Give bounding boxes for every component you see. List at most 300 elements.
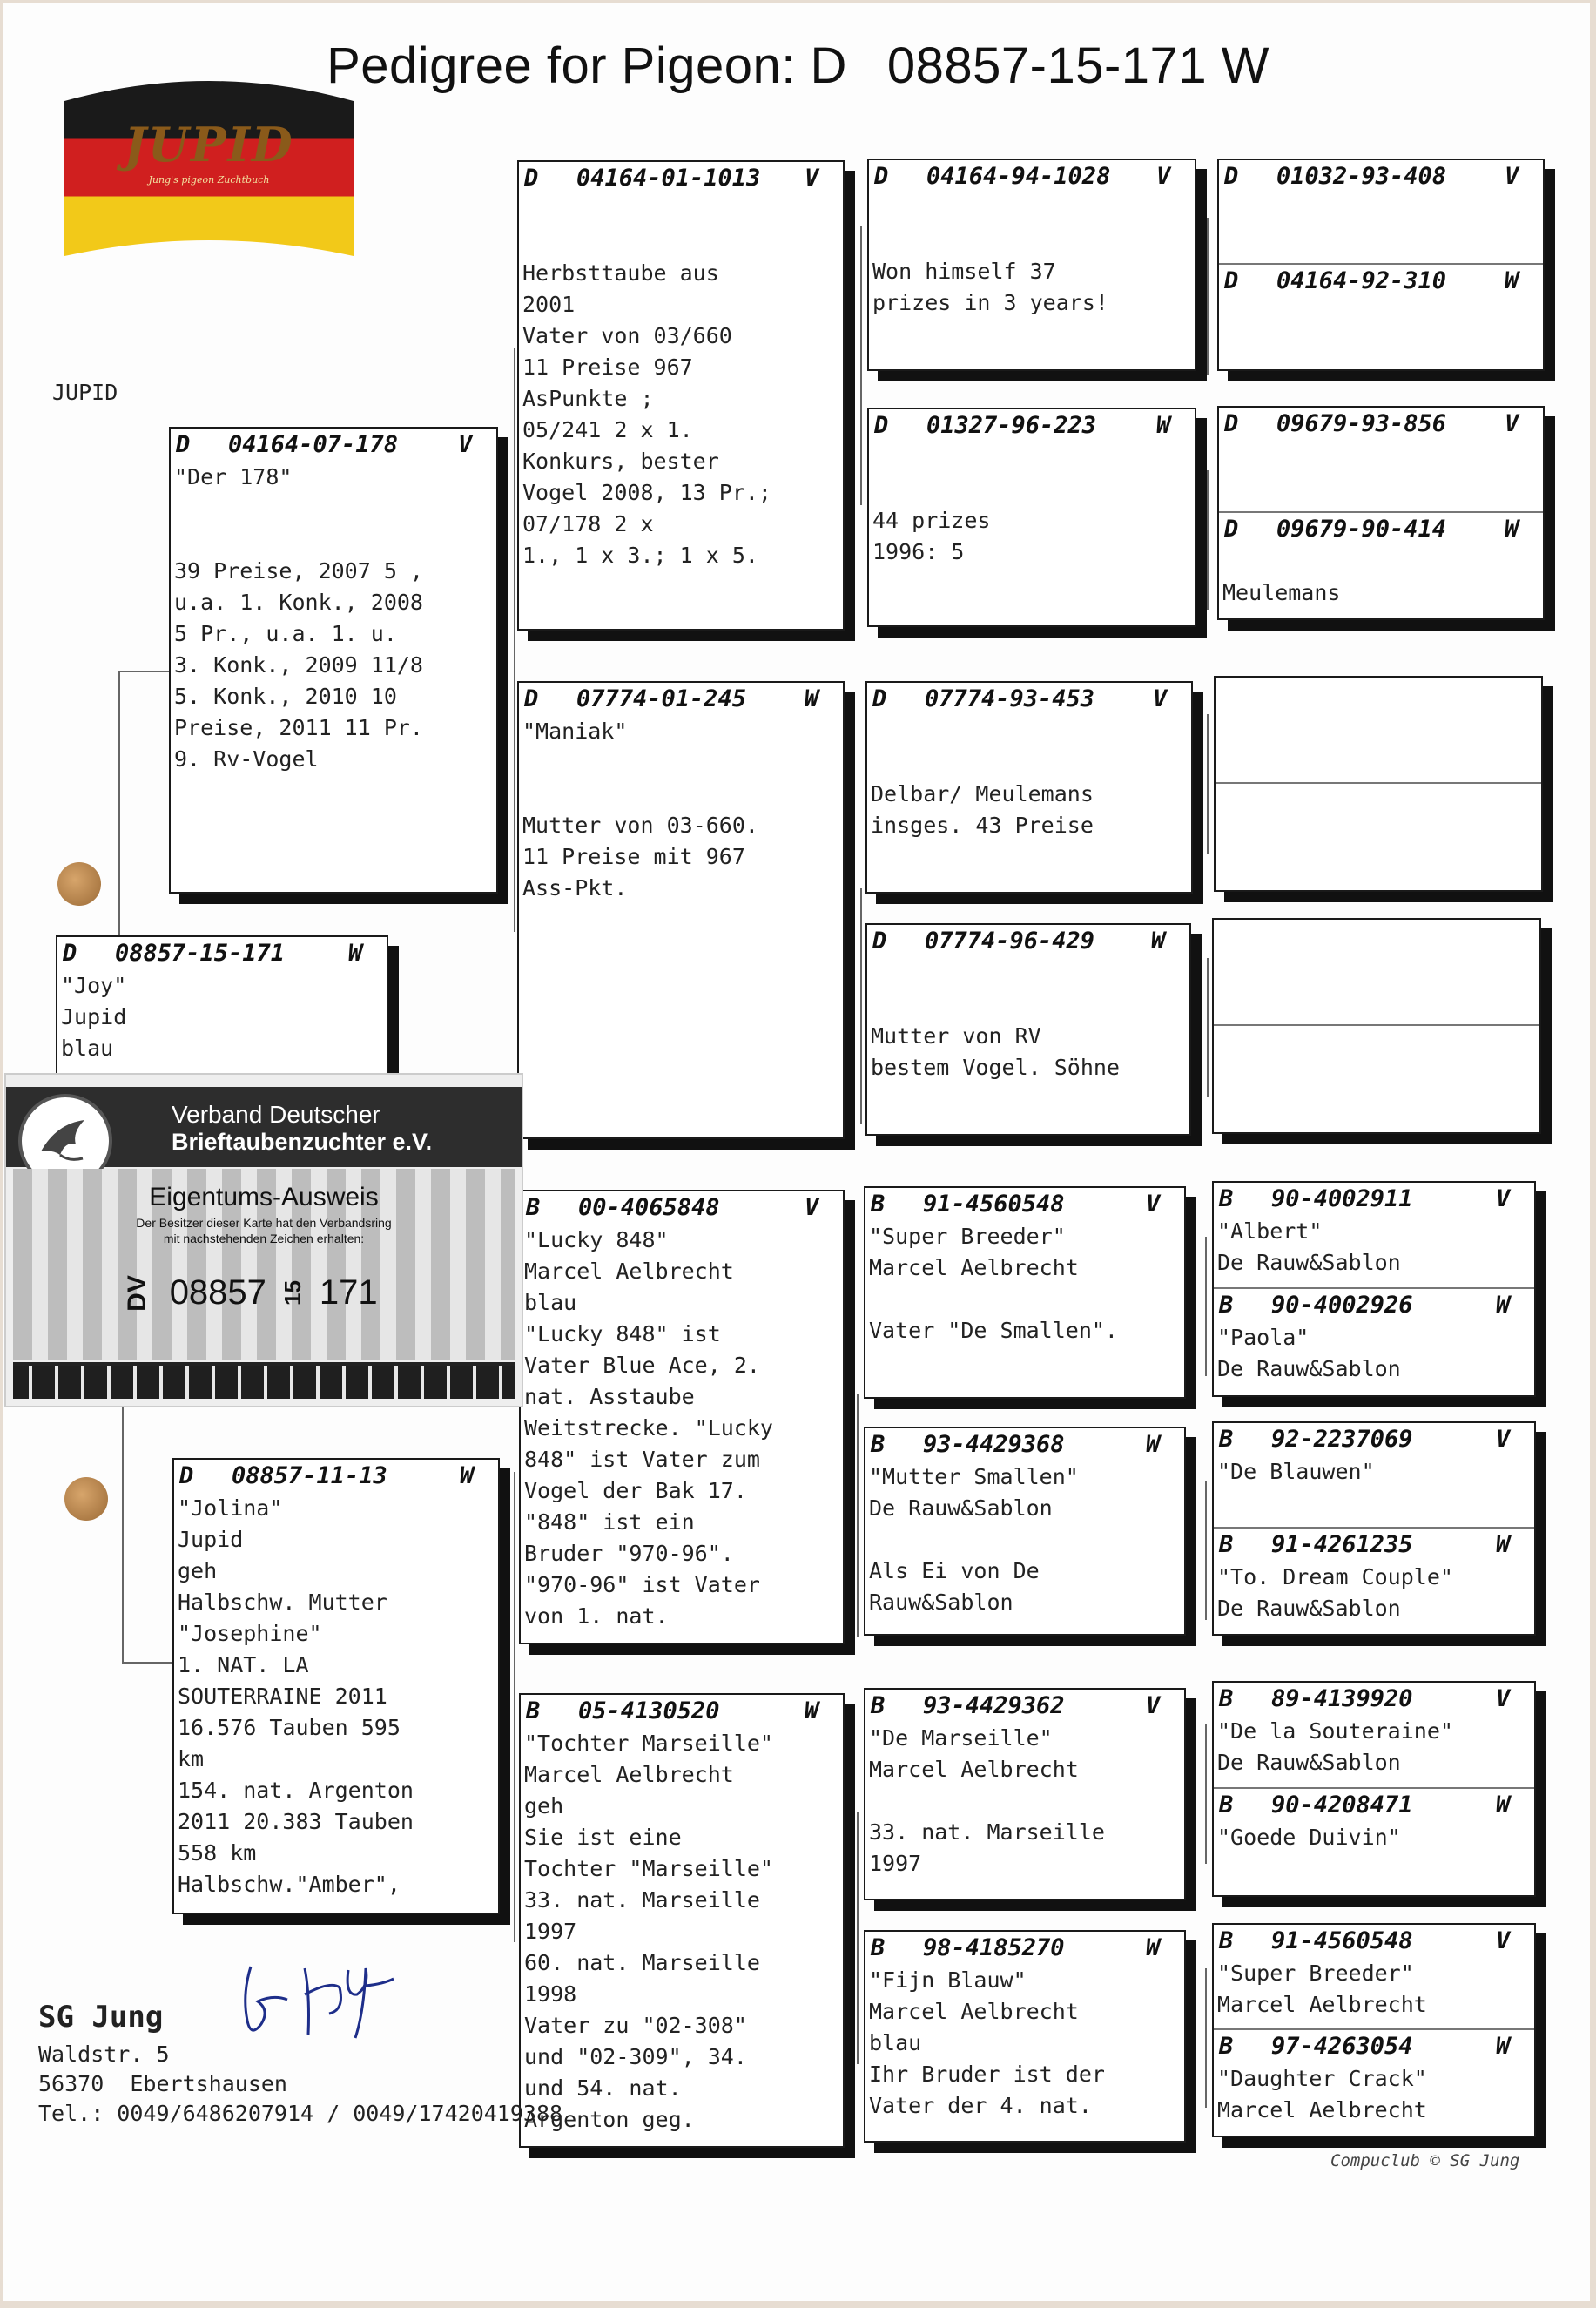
pedigree-line bbox=[869, 193, 1195, 225]
pedigree-line: Halbschw."Amber", bbox=[178, 1872, 401, 1897]
pedigree-line bbox=[867, 958, 1189, 989]
pedigree-line: 5 Pr., u.a. 1. u. bbox=[174, 621, 397, 646]
punch-hole-top bbox=[57, 862, 101, 906]
country-code: B bbox=[526, 1697, 541, 1724]
pedigree-line: 2001 bbox=[522, 292, 576, 317]
pedigree-line: 848" ist Vater zum bbox=[524, 1447, 760, 1472]
ring-header bbox=[1219, 513, 1543, 546]
card-ring-serial: 171 bbox=[319, 1273, 378, 1312]
great-great-grandparent-pair[interactable] bbox=[1212, 918, 1541, 1134]
ring-number bbox=[1273, 678, 1503, 711]
card-doc-sub1: Der Besitzer dieser Karte hat den Verbandsring bbox=[136, 1216, 392, 1230]
card-ring-year: 15 bbox=[279, 1280, 306, 1306]
pedigree-line: und "02-309", 34. bbox=[524, 2044, 747, 2069]
dam-box[interactable] bbox=[172, 1458, 500, 1914]
ring-header bbox=[869, 160, 1195, 193]
grandparent-box[interactable] bbox=[517, 160, 845, 631]
pedigree-line: Rauw&Sablon bbox=[869, 1589, 1013, 1615]
pedigree-line: 33. nat. Marseille bbox=[869, 1819, 1105, 1845]
pedigree-line: 558 km bbox=[178, 1840, 257, 1866]
ancestor-sire-half bbox=[1219, 160, 1543, 263]
sex-code: V bbox=[805, 1194, 819, 1221]
ring-header bbox=[1214, 1683, 1534, 1716]
pedigree-line: Marcel Aelbrecht bbox=[869, 1255, 1079, 1280]
pedigree-line bbox=[869, 225, 1195, 256]
ring-header bbox=[171, 429, 496, 462]
pedigree-line: Vater Blue Ace, 2. bbox=[524, 1353, 760, 1378]
ownership-card bbox=[4, 1073, 523, 1407]
great-grandparent-box[interactable] bbox=[867, 159, 1196, 371]
pedigree-line: "Super Breeder" bbox=[869, 1224, 1066, 1249]
ancestor-sire-half bbox=[1214, 920, 1539, 1024]
pedigree-line: "Joy" bbox=[61, 973, 127, 998]
pedigree-line: 1. NAT. LA bbox=[178, 1652, 309, 1677]
pedigree-line: "Mutter Smallen" bbox=[869, 1464, 1079, 1489]
sex-code: V bbox=[1146, 1692, 1161, 1719]
ring-number: 92-2237069 bbox=[1271, 1426, 1413, 1453]
pedigree-line: u.a. 1. Konk., 2008 bbox=[174, 590, 423, 615]
ancestor-dam-half bbox=[1219, 263, 1543, 368]
country-code: B bbox=[1219, 1927, 1234, 1954]
sex-code: W bbox=[460, 1462, 475, 1489]
ring-header bbox=[519, 162, 843, 195]
pedigree-line bbox=[867, 989, 1189, 1021]
ring-number: 09679-90-414 bbox=[1276, 516, 1447, 543]
sex-code: W bbox=[1496, 1531, 1511, 1558]
ancestor-sire-half bbox=[1214, 1423, 1534, 1527]
ring-header bbox=[865, 1932, 1184, 1965]
pedigree-line: 11 Preise 967 bbox=[522, 354, 693, 380]
pedigree-line bbox=[867, 716, 1191, 747]
pedigree-line bbox=[171, 493, 496, 524]
pedigree-line: Vater "De Smallen". bbox=[869, 1318, 1118, 1343]
ring-number: 04164-07-178 bbox=[228, 431, 399, 458]
ring-header bbox=[1216, 678, 1541, 711]
pedigree-line: "Fijn Blauw" bbox=[869, 1967, 1027, 1993]
connector bbox=[1205, 1237, 1207, 1376]
pedigree-line: Marcel Aelbrecht bbox=[1217, 2097, 1427, 2122]
country-code: B bbox=[1219, 1292, 1234, 1319]
pedigree-line bbox=[519, 779, 843, 810]
pedigree-line: von 1. nat. bbox=[524, 1603, 669, 1629]
ancestor-dam-half bbox=[1216, 782, 1541, 888]
pedigree-line: blau bbox=[524, 1290, 577, 1315]
pedigree-line: 05/241 2 x 1. bbox=[522, 417, 693, 442]
sex-code: V bbox=[1496, 1426, 1511, 1453]
pedigree-line bbox=[865, 1284, 1184, 1315]
pedigree-line: "Der 178" bbox=[174, 464, 293, 489]
left-label: JUPID bbox=[52, 380, 118, 405]
subject-box[interactable] bbox=[56, 935, 388, 1089]
great-grandparent-box[interactable] bbox=[864, 1427, 1186, 1636]
ring-number bbox=[1271, 920, 1501, 953]
pedigree-line: Ass-Pkt. bbox=[522, 875, 628, 901]
pedigree-line: "Paola" bbox=[1217, 1325, 1310, 1350]
sex-code: W bbox=[1151, 928, 1166, 955]
ring-number: 08857-11-13 bbox=[232, 1462, 387, 1489]
pedigree-line: "Albert" bbox=[1217, 1218, 1323, 1244]
ring-header bbox=[521, 1191, 843, 1225]
ring-header bbox=[1214, 2030, 1534, 2063]
pedigree-line bbox=[1219, 546, 1543, 577]
pedigree-line bbox=[519, 226, 843, 258]
ring-header bbox=[1219, 265, 1543, 298]
ring-header bbox=[1216, 784, 1541, 817]
pedigree-line: Marcel Aelbrecht bbox=[869, 1999, 1079, 2024]
connector bbox=[118, 671, 169, 672]
owner-street: Waldstr. 5 bbox=[38, 2041, 170, 2067]
ring-number: 07774-01-245 bbox=[576, 685, 747, 712]
pedigree-line: 3. Konk., 2009 11/8 bbox=[174, 652, 423, 678]
card-org-line1: Verband Deutscher bbox=[172, 1101, 380, 1128]
sex-code: V bbox=[458, 431, 473, 458]
ring-number: 05-4130520 bbox=[578, 1697, 720, 1724]
pedigree-line: 1., 1 x 3.; 1 x 5. bbox=[522, 543, 758, 568]
sex-code: W bbox=[1146, 1934, 1161, 1961]
ring-header bbox=[1214, 1423, 1534, 1456]
country-code: D bbox=[176, 431, 191, 458]
ring-header bbox=[1219, 408, 1543, 441]
country-code: B bbox=[871, 1934, 886, 1961]
ancestor-sire-half bbox=[1219, 408, 1543, 511]
country-code: D bbox=[872, 928, 887, 955]
sex-code: W bbox=[1505, 516, 1519, 543]
great-great-grandparent-pair[interactable] bbox=[1212, 1923, 1536, 2137]
ring-header bbox=[865, 1188, 1184, 1221]
pedigree-line: Weitstrecke. "Lucky bbox=[524, 1415, 773, 1441]
pedigree-line: 1998 bbox=[524, 1981, 577, 2007]
connector bbox=[1207, 714, 1209, 854]
ring-number: 07774-93-453 bbox=[925, 685, 1095, 712]
pedigree-line: Vater der 4. nat. bbox=[869, 2093, 1092, 2118]
owner-name: SG Jung bbox=[38, 2000, 164, 2035]
ring-number: 00-4065848 bbox=[578, 1194, 720, 1221]
sire-box[interactable] bbox=[169, 427, 498, 894]
connector bbox=[122, 1402, 124, 1664]
pedigree-line bbox=[867, 747, 1191, 779]
country-code bbox=[1221, 784, 1273, 817]
country-code: D bbox=[1224, 516, 1239, 543]
pedigree-line: 1997 bbox=[524, 1919, 577, 1944]
country-code: D bbox=[874, 163, 889, 190]
country-code: D bbox=[1224, 267, 1239, 294]
pedigree-line: 39 Preise, 2007 5 , bbox=[174, 558, 423, 584]
connector bbox=[1207, 470, 1209, 610]
pedigree-line: Jupid bbox=[61, 1004, 127, 1029]
pedigree-line: De Rauw&Sablon bbox=[1217, 1250, 1401, 1275]
pedigree-line: "Maniak" bbox=[522, 719, 628, 744]
ring-header bbox=[1214, 1789, 1534, 1822]
logo-text: JUPID bbox=[124, 117, 294, 172]
owner-phone: Tel.: 0049/6486207914 / 0049/17420419388 bbox=[38, 2101, 563, 2126]
pedigree-line: Bruder "970-96". bbox=[524, 1541, 734, 1566]
ring-header bbox=[57, 937, 387, 970]
connector bbox=[857, 1812, 859, 2064]
pedigree-line: Konkurs, bester bbox=[522, 449, 719, 474]
ring-number: 04164-94-1028 bbox=[926, 163, 1111, 190]
ring-number: 91-4560548 bbox=[1271, 1927, 1413, 1954]
country-code: B bbox=[1219, 1685, 1234, 1712]
pedigree-line bbox=[869, 442, 1195, 474]
ring-number: 90-4002926 bbox=[1271, 1292, 1413, 1319]
country-code: B bbox=[871, 1431, 886, 1458]
country-code: B bbox=[871, 1191, 886, 1218]
pedigree-line: prizes in 3 years! bbox=[872, 290, 1108, 315]
ancestor-dam-half bbox=[1214, 1787, 1534, 1893]
ancestor-dam-half bbox=[1214, 1287, 1534, 1394]
ring-number bbox=[1271, 1026, 1501, 1059]
pedigree-line: "Josephine" bbox=[178, 1621, 322, 1646]
card-footer-pattern bbox=[13, 1362, 515, 1399]
pedigree-line: Marcel Aelbrecht bbox=[1217, 1992, 1427, 2017]
ring-header bbox=[1214, 1183, 1534, 1216]
ring-header bbox=[519, 683, 843, 716]
owner-city: 56370 Ebertshausen bbox=[38, 2071, 287, 2096]
sex-code: W bbox=[1505, 267, 1519, 294]
card-doc-title: Eigentums-Ausweis bbox=[149, 1183, 379, 1211]
country-code bbox=[1221, 678, 1273, 711]
country-code: D bbox=[872, 685, 887, 712]
pedigree-line: Tochter "Marseille" bbox=[524, 1856, 773, 1881]
page-title: Pedigree for Pigeon: D 08857-15-171 W bbox=[327, 37, 1269, 94]
pedigree-line: Mutter von 03-660. bbox=[522, 813, 758, 838]
ring-header bbox=[174, 1460, 498, 1493]
pedigree-line: "De Blauwen" bbox=[1217, 1459, 1375, 1484]
pedigree-line: AsPunkte ; bbox=[522, 386, 654, 411]
ring-header bbox=[521, 1695, 843, 1728]
pedigree-line: 2011 20.383 Tauben bbox=[178, 1809, 414, 1834]
ancestor-sire-half bbox=[1214, 1925, 1534, 2028]
great-great-grandparent-pair[interactable] bbox=[1212, 1421, 1536, 1636]
pedigree-line: De Rauw&Sablon bbox=[1217, 1750, 1401, 1775]
ring-number: 89-4139920 bbox=[1271, 1685, 1413, 1712]
sex-code: V bbox=[1153, 685, 1168, 712]
ancestor-dam-half bbox=[1219, 511, 1543, 617]
ring-number: 01032-93-408 bbox=[1276, 163, 1447, 190]
owner-signature bbox=[235, 1933, 409, 2047]
pedigree-line: Mutter von RV bbox=[871, 1023, 1041, 1049]
pedigree-line bbox=[865, 1785, 1184, 1817]
great-grandparent-box[interactable] bbox=[864, 1930, 1186, 2143]
sex-code bbox=[1503, 784, 1541, 817]
connector bbox=[860, 888, 862, 1124]
country-code: B bbox=[1219, 2033, 1234, 2060]
country-code: D bbox=[1224, 410, 1239, 437]
pedigree-line: Jupid bbox=[178, 1527, 244, 1552]
ring-number: 01327-96-223 bbox=[926, 412, 1097, 439]
sex-code: W bbox=[348, 940, 363, 967]
ring-number: 90-4002911 bbox=[1271, 1185, 1413, 1212]
sex-code: V bbox=[1496, 1185, 1511, 1212]
sex-code: V bbox=[1156, 163, 1171, 190]
pedigree-line: "Goede Duivin" bbox=[1217, 1825, 1401, 1850]
pedigree-line: "Lucky 848" ist bbox=[524, 1321, 721, 1346]
ring-header bbox=[1219, 160, 1543, 193]
pedigree-line: geh bbox=[524, 1793, 564, 1819]
pedigree-line bbox=[869, 474, 1195, 505]
great-great-grandparent-pair[interactable] bbox=[1217, 406, 1545, 620]
pedigree-line: Preise, 2011 11 Pr. bbox=[174, 715, 423, 740]
ring-number: 93-4429362 bbox=[923, 1692, 1065, 1719]
country-code: D bbox=[179, 1462, 194, 1489]
sex-code: W bbox=[1156, 412, 1171, 439]
ring-number: 90-4208471 bbox=[1271, 1792, 1413, 1819]
ring-number bbox=[1273, 784, 1503, 817]
pedigree-line: km bbox=[178, 1746, 205, 1771]
sex-code: W bbox=[1496, 1792, 1511, 1819]
pedigree-line: Marcel Aelbrecht bbox=[524, 1762, 734, 1787]
ring-header bbox=[865, 1690, 1184, 1723]
pedigree-line: bestem Vogel. Söhne bbox=[871, 1055, 1120, 1080]
ring-number: 91-4560548 bbox=[923, 1191, 1065, 1218]
ancestor-dam-half bbox=[1214, 1024, 1539, 1130]
country-code: B bbox=[1219, 1792, 1234, 1819]
ring-number: 09679-93-856 bbox=[1276, 410, 1447, 437]
sex-code bbox=[1501, 920, 1539, 953]
pedigree-line bbox=[171, 524, 496, 556]
ancestor-sire-half bbox=[1214, 1683, 1534, 1787]
great-grandparent-box[interactable] bbox=[864, 1688, 1186, 1900]
pedigree-line: Vogel 2008, 13 Pr.; bbox=[522, 480, 771, 505]
ring-header bbox=[867, 683, 1191, 716]
country-code: D bbox=[63, 940, 77, 967]
pedigree-line: Meulemans bbox=[1222, 580, 1341, 605]
country-code: B bbox=[1219, 1531, 1234, 1558]
ring-header bbox=[1214, 920, 1539, 953]
ring-number: 08857-15-171 bbox=[115, 940, 286, 967]
sex-code: V bbox=[1496, 1927, 1511, 1954]
great-great-grandparent-pair[interactable] bbox=[1212, 1681, 1536, 1897]
pedigree-line bbox=[519, 747, 843, 779]
sex-code: V bbox=[1505, 163, 1519, 190]
country-code: B bbox=[1219, 1185, 1234, 1212]
ring-number: 91-4261235 bbox=[1271, 1531, 1413, 1558]
ring-header bbox=[1214, 1289, 1534, 1322]
pedigree-line: "De la Souteraine" bbox=[1217, 1718, 1453, 1744]
pedigree-line: "970-96" ist Vater bbox=[524, 1572, 760, 1597]
ring-header bbox=[1214, 1026, 1539, 1059]
great-grandparent-box[interactable] bbox=[867, 408, 1196, 627]
ring-header bbox=[1214, 1925, 1534, 1958]
footer-credit: Compuclub © SG Jung bbox=[1330, 2151, 1520, 2170]
ring-number: 04164-92-310 bbox=[1276, 267, 1447, 294]
grandparent-box[interactable] bbox=[519, 1190, 845, 1644]
pedigree-line: Marcel Aelbrecht bbox=[524, 1259, 734, 1284]
pedigree-line: Herbsttaube aus bbox=[522, 260, 719, 286]
sex-code: V bbox=[1496, 1685, 1511, 1712]
jupid-logo bbox=[63, 77, 355, 258]
ring-number: 07774-96-429 bbox=[925, 928, 1095, 955]
pedigree-line: 07/178 2 x bbox=[522, 511, 654, 537]
pedigree-line: Vater von 03/660 bbox=[522, 323, 732, 348]
country-code: B bbox=[526, 1194, 541, 1221]
country-code: B bbox=[1219, 1426, 1234, 1453]
pedigree-line: 9. Rv-Vogel bbox=[174, 746, 319, 772]
pedigree-line: geh bbox=[178, 1558, 218, 1583]
connector bbox=[514, 1472, 515, 1942]
sex-code: V bbox=[1505, 410, 1519, 437]
pedigree-line: blau bbox=[61, 1036, 114, 1061]
pedigree-line: De Rauw&Sablon bbox=[1217, 1596, 1401, 1621]
great-grandparent-box[interactable] bbox=[864, 1186, 1186, 1399]
pedigree-line: 1996: 5 bbox=[872, 539, 965, 564]
connector bbox=[857, 1394, 859, 1637]
great-great-grandparent-pair[interactable] bbox=[1212, 1181, 1536, 1397]
ring-number: 04164-01-1013 bbox=[576, 165, 761, 192]
pedigree-line: Sie ist eine bbox=[524, 1825, 682, 1850]
pedigree-line: "To. Dream Couple" bbox=[1217, 1564, 1453, 1589]
pedigree-line: "848" ist ein bbox=[524, 1509, 695, 1535]
great-grandparent-box[interactable] bbox=[865, 681, 1193, 894]
grandparent-box[interactable] bbox=[519, 1693, 845, 2148]
pedigree-line: Argenton geg. bbox=[524, 2107, 695, 2132]
pedigree-line: "Daughter Crack" bbox=[1217, 2066, 1427, 2091]
card-ring-number bbox=[119, 1273, 378, 1313]
card-org-line2: Brieftaubenzuchter e.V. bbox=[172, 1129, 433, 1155]
pedigree-line: 60. nat. Marseille bbox=[524, 1950, 760, 1975]
pedigree-line: Ihr Bruder ist der bbox=[869, 2062, 1105, 2087]
sex-code bbox=[1501, 1026, 1539, 1059]
grandparent-box[interactable] bbox=[517, 681, 845, 1139]
pedigree-line: Halbschw. Mutter bbox=[178, 1589, 387, 1615]
great-grandparent-box[interactable] bbox=[865, 923, 1191, 1136]
connector bbox=[514, 348, 515, 932]
sex-code bbox=[1503, 678, 1541, 711]
pedigree-line: 1997 bbox=[869, 1851, 922, 1876]
pedigree-line: "Super Breeder" bbox=[1217, 1960, 1414, 1986]
sex-code: V bbox=[1146, 1191, 1161, 1218]
connector bbox=[1205, 1724, 1207, 1864]
logo-tagline: Jung's pigeon Zuchtbuch bbox=[148, 174, 270, 186]
pedigree-line: Vater zu "02-308" bbox=[524, 2013, 747, 2038]
connector bbox=[122, 1662, 172, 1664]
sex-code: W bbox=[1496, 1292, 1511, 1319]
pedigree-line: Won himself 37 bbox=[872, 259, 1056, 284]
pedigree-line: SOUTERRAINE 2011 bbox=[178, 1684, 387, 1709]
pedigree-line: und 54. nat. bbox=[524, 2075, 682, 2101]
country-code bbox=[1219, 1026, 1271, 1059]
ancestor-sire-half bbox=[1216, 678, 1541, 782]
country-code: D bbox=[874, 412, 889, 439]
ring-number: 98-4185270 bbox=[923, 1934, 1065, 1961]
pedigree-line: De Rauw&Sablon bbox=[869, 1495, 1053, 1521]
country-code bbox=[1219, 920, 1271, 953]
ancestor-dam-half bbox=[1214, 1527, 1534, 1632]
sex-code: W bbox=[1146, 1431, 1161, 1458]
pedigree-line: Marcel Aelbrecht bbox=[869, 1757, 1079, 1782]
pedigree-line bbox=[519, 195, 843, 226]
pedigree-line: 154. nat. Argenton bbox=[178, 1778, 414, 1803]
great-great-grandparent-pair[interactable] bbox=[1217, 159, 1545, 371]
ancestor-dam-half bbox=[1214, 2028, 1534, 2134]
pedigree-line bbox=[865, 1524, 1184, 1556]
pedigree-line: nat. Asstaube bbox=[524, 1384, 695, 1409]
connector bbox=[1207, 958, 1209, 1097]
country-code: D bbox=[524, 165, 539, 192]
connector bbox=[1205, 1968, 1207, 2108]
great-great-grandparent-pair[interactable] bbox=[1214, 676, 1543, 892]
ring-number: 97-4263054 bbox=[1271, 2033, 1413, 2060]
ring-header bbox=[869, 409, 1195, 442]
country-code: B bbox=[871, 1692, 886, 1719]
sex-code: W bbox=[805, 685, 819, 712]
sex-code: W bbox=[1496, 2033, 1511, 2060]
ancestor-sire-half bbox=[1214, 1183, 1534, 1287]
country-code: D bbox=[1224, 163, 1239, 190]
pedigree-line: insges. 43 Preise bbox=[871, 813, 1094, 838]
pedigree-line: Vogel der Bak 17. bbox=[524, 1478, 747, 1503]
sex-code: V bbox=[805, 165, 819, 192]
